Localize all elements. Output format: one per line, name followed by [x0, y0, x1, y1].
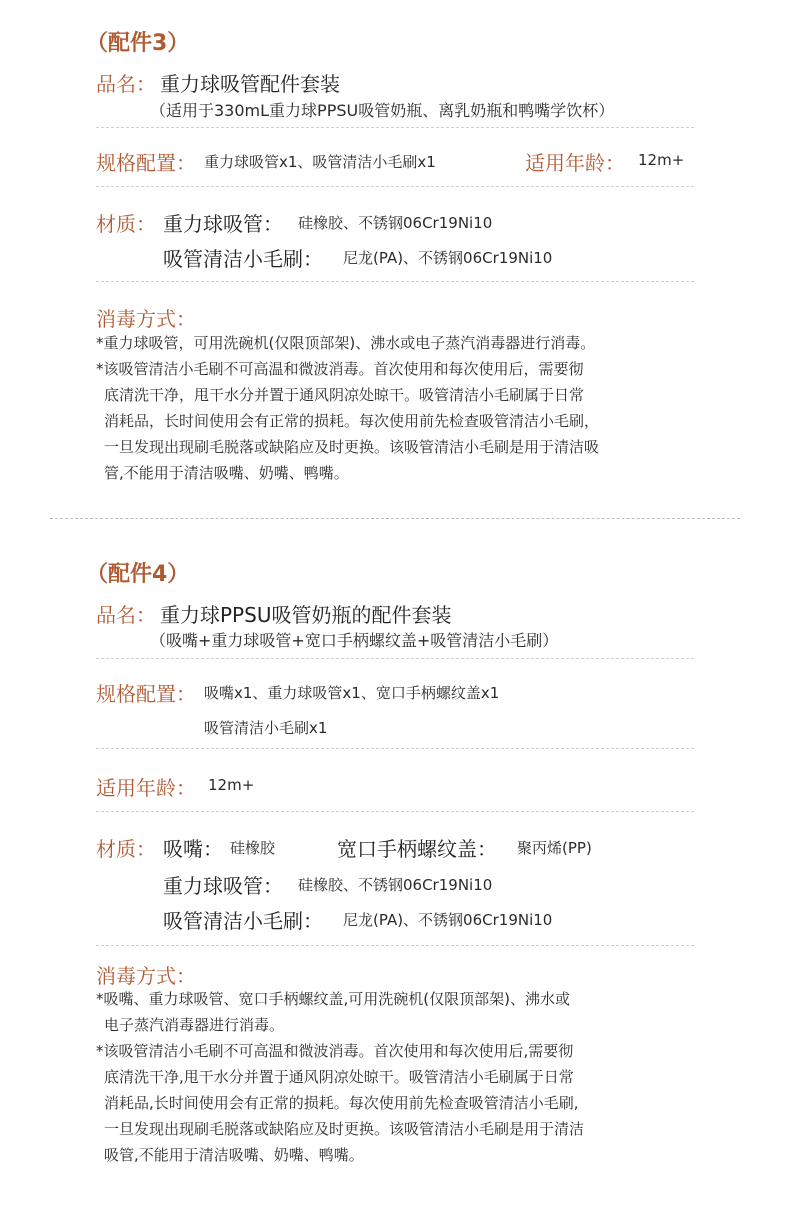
- section3-age-value: 12m+: [638, 151, 685, 169]
- section4-name-sub: （吸嘴+重力球吸管+宽口手柄螺纹盖+吸管清洁小毛刷）: [150, 631, 559, 650]
- section4-material-name-1: 吸嘴：: [163, 837, 223, 861]
- section3-note-line: 消耗品，长时间使用会有正常的损耗。每次使用前先检查吸管清洁小毛刷，: [104, 412, 600, 430]
- section4-material-label: 材质：: [96, 837, 156, 861]
- section3-note-line: *重力球吸管，可用洗碗机(仅限顶部架)、沸水或电子蒸汽消毒器进行消毒。: [96, 334, 596, 352]
- section3-material-name-1: 重力球吸管：: [163, 212, 283, 236]
- section4-title: （配件4）: [86, 562, 190, 587]
- section3-title: （配件3）: [86, 31, 190, 56]
- section4-note-line: 电子蒸汽消毒器进行消毒。: [104, 1016, 285, 1034]
- divider: [96, 281, 694, 282]
- section3-name-sub: （适用于330mL重力球PPSU吸管奶瓶、离乳奶瓶和鸭嘴学饮杯）: [150, 101, 615, 120]
- section3-note-line: 管,不能用于清洁吸嘴、奶嘴、鸭嘴。: [104, 464, 349, 482]
- section4-note-line: *吸嘴、重力球吸管、宽口手柄螺纹盖,可用洗碗机(仅限顶部架)、沸水或: [96, 990, 570, 1008]
- section4-spec-label: 规格配置：: [96, 682, 196, 706]
- section4-material-value-1: 硅橡胶: [230, 839, 276, 857]
- section3-spec-value: 重力球吸管x1、吸管清洁小毛刷x1: [204, 153, 436, 171]
- section4-age-value: 12m+: [208, 776, 255, 794]
- section3-material-value-1: 硅橡胶、不锈钢06Cr19Ni10: [298, 214, 493, 232]
- section3-note-line: 一旦发现出现刷毛脱落或缺陷应及时更换。该吸管清洁小毛刷是用于清洁吸: [104, 438, 600, 456]
- divider: [96, 658, 694, 659]
- section4-name-label: 品名：: [96, 603, 156, 627]
- section4-spec-value-1: 吸嘴x1、重力球吸管x1、宽口手柄螺纹盖x1: [204, 684, 500, 702]
- section3-material-label: 材质：: [96, 212, 156, 236]
- section4-note-line: 底清洗干净,甩干水分并置于通风阴凉处晾干。吸管清洁小毛刷属于日常: [104, 1068, 574, 1086]
- section4-material-name-2: 宽口手柄螺纹盖：: [337, 837, 497, 861]
- section4-material-value-2: 聚丙烯(PP): [517, 839, 592, 857]
- section3-name-label: 品名：: [96, 72, 156, 96]
- divider: [96, 186, 694, 187]
- divider: [96, 945, 694, 946]
- divider: [96, 748, 694, 749]
- section3-disinfect-label: 消毒方式：: [96, 307, 196, 331]
- section4-disinfect-label: 消毒方式：: [96, 964, 196, 988]
- section4-note-line: 消耗品,长时间使用会有正常的损耗。每次使用前先检查吸管清洁小毛刷,: [104, 1094, 579, 1112]
- section3-spec-label: 规格配置：: [96, 151, 196, 175]
- section3-material-name-2: 吸管清洁小毛刷：: [163, 247, 323, 271]
- section4-note-line: 吸管,不能用于清洁吸嘴、奶嘴、鸭嘴。: [104, 1146, 364, 1164]
- section4-name-value: 重力球PPSU吸管奶瓶的配件套装: [160, 603, 452, 627]
- section3-material-value-2: 尼龙(PA)、不锈钢06Cr19Ni10: [343, 249, 553, 267]
- section3-age-label: 适用年龄：: [525, 151, 625, 175]
- section4-material-value-3: 硅橡胶、不锈钢06Cr19Ni10: [298, 876, 493, 894]
- section4-note-line: 一旦发现出现刷毛脱落或缺陷应及时更换。该吸管清洁小毛刷是用于清洁: [104, 1120, 585, 1138]
- section-separator: [50, 518, 740, 519]
- section3-name-value: 重力球吸管配件套装: [160, 72, 340, 96]
- section4-note-line: *该吸管清洁小毛刷不可高温和微波消毒。首次使用和每次使用后,需要彻: [96, 1042, 574, 1060]
- section4-material-value-4: 尼龙(PA)、不锈钢06Cr19Ni10: [343, 911, 553, 929]
- section4-age-label: 适用年龄：: [96, 776, 196, 800]
- section3-note-line: 底清洗干净，甩干水分并置于通风阴凉处晾干。吸管清洁小毛刷属于日常: [104, 386, 585, 404]
- section4-material-name-3: 重力球吸管：: [163, 874, 283, 898]
- divider: [96, 127, 694, 128]
- section3-note-line: *该吸管清洁小毛刷不可高温和微波消毒。首次使用和每次使用后，需要彻: [96, 360, 584, 378]
- section4-material-name-4: 吸管清洁小毛刷：: [163, 909, 323, 933]
- divider: [96, 811, 694, 812]
- section4-spec-value-2: 吸管清洁小毛刷x1: [204, 719, 328, 737]
